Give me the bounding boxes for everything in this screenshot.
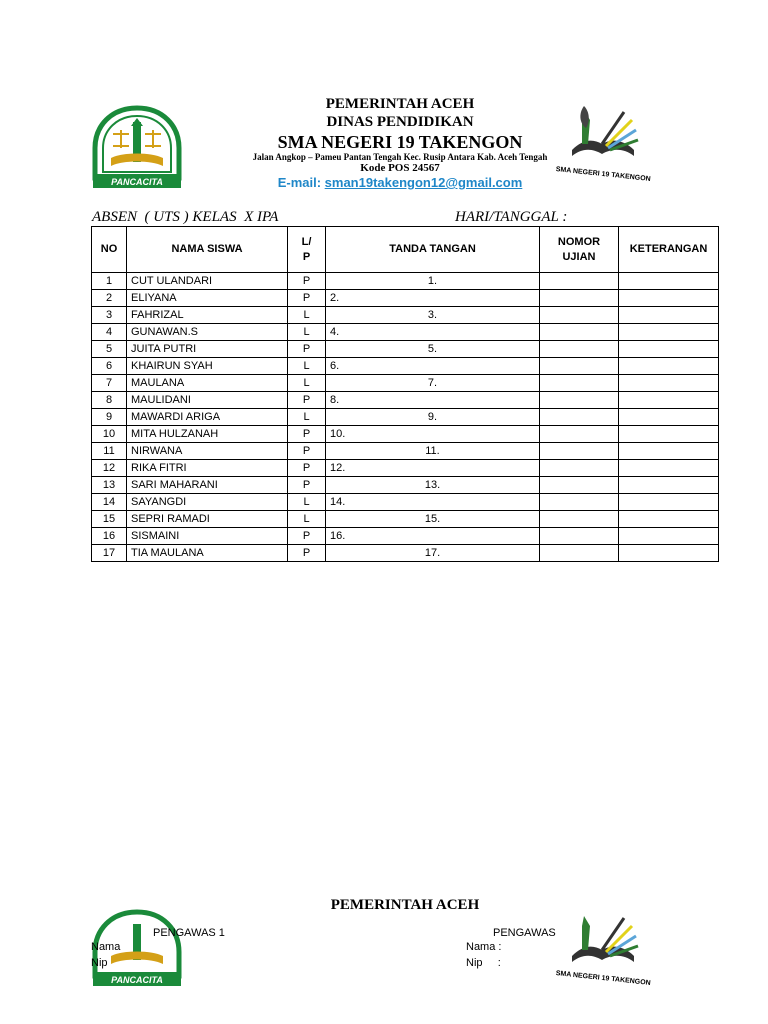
row-nomor-ujian: [540, 409, 619, 426]
supervisor-1-name-label: Nama: [91, 941, 121, 953]
row-lp: P: [288, 460, 326, 477]
row-no: 11: [92, 443, 127, 460]
row-keterangan: [619, 307, 719, 324]
row-lp: P: [288, 545, 326, 562]
table-row: [92, 545, 719, 562]
row-lp: L: [288, 324, 326, 341]
header-department: DINAS PENDIDIKAN: [326, 114, 474, 130]
row-keterangan: [619, 392, 719, 409]
row-nomor-ujian: [540, 494, 619, 511]
row-nama-siswa: SISMAINI: [127, 528, 288, 545]
row-no: 1: [92, 273, 127, 290]
row-no: 8: [92, 392, 127, 409]
header-tanda-tangan: TANDA TANGAN: [326, 227, 540, 273]
table-row: [92, 494, 719, 511]
email-link[interactable]: sman19takengon12@gmail.com: [324, 175, 523, 190]
table-row: [92, 290, 719, 307]
header-lp: [288, 227, 326, 273]
row-tanda-tangan: 16.: [326, 528, 540, 545]
row-tanda-tangan: 1.: [326, 273, 540, 290]
row-nama-siswa: MAULIDANI: [127, 392, 288, 409]
row-nomor-ujian: [540, 307, 619, 324]
row-tanda-tangan: 2.: [326, 290, 540, 307]
row-nomor-ujian: [540, 426, 619, 443]
row-lp: P: [288, 392, 326, 409]
header-nomor-top: NOMOR: [557, 235, 601, 248]
row-nomor-ujian: [540, 477, 619, 494]
row-lp: L: [288, 494, 326, 511]
row-keterangan: [619, 511, 719, 528]
header-nama-siswa: NAMA SISWA: [127, 227, 288, 273]
row-keterangan: [619, 358, 719, 375]
row-nama-siswa: MITA HULZANAH: [127, 426, 288, 443]
row-nomor-ujian: [540, 290, 619, 307]
row-tanda-tangan: 13.: [326, 477, 540, 494]
row-tanda-tangan: 15.: [326, 511, 540, 528]
table-row: [92, 477, 719, 494]
row-tanda-tangan: 12.: [326, 460, 540, 477]
row-tanda-tangan: 11.: [326, 443, 540, 460]
row-no: 6: [92, 358, 127, 375]
row-nama-siswa: NIRWANA: [127, 443, 288, 460]
supervisor-2-nip-label: Nip :: [466, 957, 501, 969]
row-tanda-tangan: 14.: [326, 494, 540, 511]
row-nama-siswa: JUITA PUTRI: [127, 341, 288, 358]
row-keterangan: [619, 528, 719, 545]
row-keterangan: [619, 375, 719, 392]
table-row: [92, 426, 719, 443]
table-header-row: [92, 227, 719, 273]
row-keterangan: [619, 341, 719, 358]
supervisor-1-nip-label: Nip: [91, 957, 108, 969]
row-nama-siswa: FAHRIZAL: [127, 307, 288, 324]
row-tanda-tangan: 4.: [326, 324, 540, 341]
row-nomor-ujian: [540, 273, 619, 290]
row-keterangan: [619, 494, 719, 511]
row-keterangan: [619, 324, 719, 341]
row-nama-siswa: MAWARDI ARIGA: [127, 409, 288, 426]
header-lp-top: L/: [301, 235, 312, 248]
table-row: [92, 443, 719, 460]
row-nama-siswa: RIKA FITRI: [127, 460, 288, 477]
row-tanda-tangan: 17.: [326, 545, 540, 562]
row-no: 2: [92, 290, 127, 307]
row-nomor-ujian: [540, 460, 619, 477]
table-row: [92, 341, 719, 358]
table-body: [92, 273, 719, 562]
row-tanda-tangan: 5.: [326, 341, 540, 358]
row-no: 17: [92, 545, 127, 562]
row-tanda-tangan: 7.: [326, 375, 540, 392]
row-no: 9: [92, 409, 127, 426]
row-keterangan: [619, 290, 719, 307]
table-row: [92, 392, 719, 409]
row-lp: P: [288, 528, 326, 545]
row-nomor-ujian: [540, 375, 619, 392]
row-nama-siswa: SEPRI RAMADI: [127, 511, 288, 528]
pancacita-logo: [91, 104, 183, 190]
row-tanda-tangan: 9.: [326, 409, 540, 426]
date-label: HARI/TANGGAL :: [455, 209, 568, 225]
row-nomor-ujian: [540, 511, 619, 528]
row-lp: L: [288, 358, 326, 375]
row-lp: P: [288, 290, 326, 307]
row-nama-siswa: TIA MAULANA: [127, 545, 288, 562]
row-lp: P: [288, 273, 326, 290]
row-nama-siswa: MAULANA: [127, 375, 288, 392]
table-row: [92, 358, 719, 375]
row-tanda-tangan: 10.: [326, 426, 540, 443]
row-no: 12: [92, 460, 127, 477]
row-no: 3: [92, 307, 127, 324]
logo-right-label: SMA NEGERI 19 TAKENGON: [555, 166, 651, 183]
table-row: [92, 307, 719, 324]
row-nomor-ujian: [540, 443, 619, 460]
row-nomor-ujian: [540, 545, 619, 562]
supervisor-1-label: PENGAWAS 1: [153, 927, 225, 939]
row-nomor-ujian: [540, 324, 619, 341]
header-address: Jalan Angkop – Pameu Pantan Tengah Kec. Rusip Antara Kab. Aceh Tengah: [252, 152, 548, 162]
school-logo: [555, 908, 651, 988]
row-no: 13: [92, 477, 127, 494]
table-row: [92, 511, 719, 528]
header-nomor-bottom: UJIAN: [562, 250, 596, 263]
logo-right2-label: SMA NEGERI 19 TAKENGON: [555, 970, 651, 987]
row-no: 5: [92, 341, 127, 358]
row-nama-siswa: GUNAWAN.S: [127, 324, 288, 341]
row-lp: P: [288, 426, 326, 443]
row-nomor-ujian: [540, 528, 619, 545]
row-nomor-ujian: [540, 392, 619, 409]
row-no: 14: [92, 494, 127, 511]
table-row: [92, 409, 719, 426]
header-email: [200, 175, 600, 190]
row-keterangan: [619, 443, 719, 460]
header-government: PEMERINTAH ACEH: [325, 96, 475, 112]
row-no: 10: [92, 426, 127, 443]
attendance-title: ABSEN ( UTS ) KELAS X IPA: [92, 209, 279, 225]
header-lp-bottom: P: [302, 250, 311, 263]
row-lp: P: [288, 443, 326, 460]
row-nama-siswa: KHAIRUN SYAH: [127, 358, 288, 375]
row-nama-siswa: SARI MAHARANI: [127, 477, 288, 494]
row-nomor-ujian: [540, 358, 619, 375]
row-keterangan: [619, 477, 719, 494]
row-keterangan: [619, 545, 719, 562]
supervisor-2-name-label: Nama :: [466, 941, 502, 953]
row-nomor-ujian: [540, 341, 619, 358]
row-lp: L: [288, 307, 326, 324]
row-lp: L: [288, 375, 326, 392]
row-lp: P: [288, 341, 326, 358]
row-nama-siswa: SAYANGDI: [127, 494, 288, 511]
footer-government: PEMERINTAH ACEH: [330, 897, 480, 913]
row-tanda-tangan: 8.: [326, 392, 540, 409]
row-lp: P: [288, 477, 326, 494]
table-row: [92, 375, 719, 392]
logo-left2-label: PANCACITA: [111, 975, 163, 985]
logo-left-label: PANCACITA: [111, 177, 163, 187]
row-nama-siswa: CUT ULANDARI: [127, 273, 288, 290]
row-no: 7: [92, 375, 127, 392]
attendance-table: [91, 226, 719, 562]
supervisor-2-label: PENGAWAS: [493, 927, 556, 939]
table-row: [92, 460, 719, 477]
header-postcode: Kode POS 24567: [360, 162, 440, 174]
row-keterangan: [619, 426, 719, 443]
row-lp: L: [288, 511, 326, 528]
row-keterangan: [619, 273, 719, 290]
row-keterangan: [619, 460, 719, 477]
header-keterangan: KETERANGAN: [619, 227, 719, 273]
row-no: 4: [92, 324, 127, 341]
row-nama-siswa: ELIYANA: [127, 290, 288, 307]
row-tanda-tangan: 3.: [326, 307, 540, 324]
email-label: E-mail:: [277, 175, 322, 190]
header-no: NO: [92, 227, 127, 273]
row-keterangan: [619, 409, 719, 426]
header-school-name: SMA NEGERI 19 TAKENGON: [277, 132, 523, 152]
table-row: [92, 324, 719, 341]
row-no: 16: [92, 528, 127, 545]
row-lp: L: [288, 409, 326, 426]
table-row: [92, 528, 719, 545]
row-no: 15: [92, 511, 127, 528]
row-tanda-tangan: 6.: [326, 358, 540, 375]
table-row: [92, 273, 719, 290]
header-nomor-ujian: [540, 227, 619, 273]
